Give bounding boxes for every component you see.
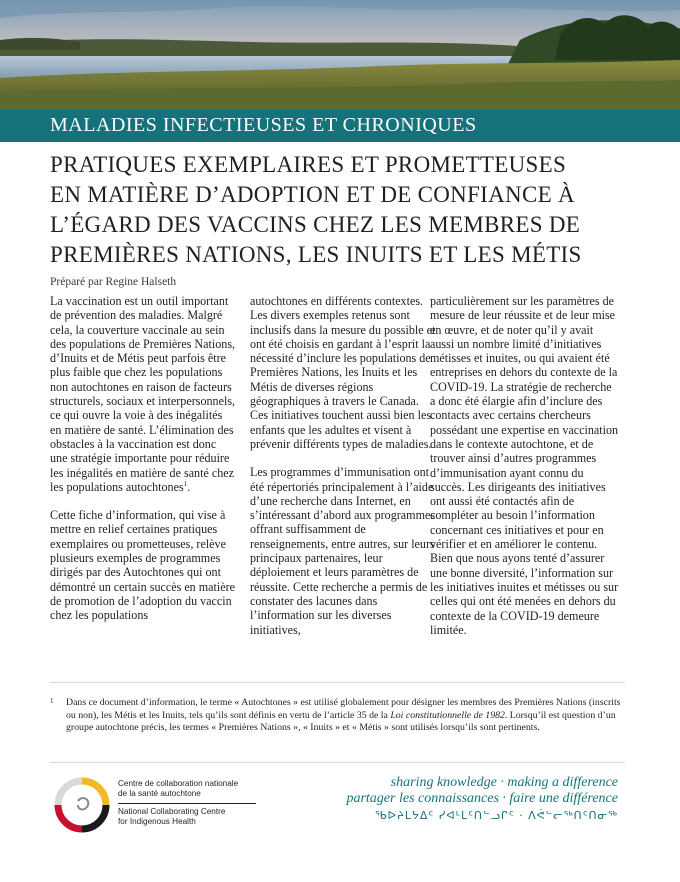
title-line-4: PREMIÈRES NATIONS, LES INUITS ET LES MÉTIS: [50, 242, 582, 267]
paragraph: Cette fiche d’information, qui vise à mettre en relief certaines pratiques exemplaires ou prometteuses, relève plusieurs exemples de programmes dirigés par des Autochtones qui ont démontré un certain succès en matière de promotion de l’adoption du vaccin chez les populations: [50, 508, 236, 623]
org-name-en-line: for Indigenous Health: [118, 817, 196, 826]
text-column-2: [250, 294, 436, 651]
paragraph-text: La vaccination est un outil important de prévention des maladies. Malgré cela, la couverture vaccinale au sein des populations de Premières Nations, d’Inuits et de Métis peut parfois être plus faible que chez les populations non autochtones en raison de facteurs structurels, sociaux et interpersonnels, ce qui ouvre la voie à des inégalités en matière de santé. L’élimination des obstacles à la vaccination est donc une stratégie importante pour réduire les inégalités en matière de santé chez les populations autochtones: [50, 294, 236, 494]
footnote-mark: 1: [50, 697, 54, 705]
text-column-1: [50, 294, 236, 637]
banner-text: MALADIES INFECTIEUSES ET CHRONIQUES: [50, 114, 477, 136]
taglines: [346, 775, 618, 824]
footnote-text: [66, 697, 625, 735]
paragraph: Les programmes d’immunisation ont été répertoriés principalement à l’aide d’une recherche dans Internet, en s’intéressant d’abord aux programmes offrant suffisamment de renseignements, entre autres, sur leurs principaux partenaires, leur déploiement et leurs paramètres de réussite. Cette recherche a permis de constater des lacunes dans l’information sur les diverses initiatives,: [250, 465, 436, 637]
org-name-fr-line: Centre de collaboration nationale: [118, 779, 239, 788]
footnote-law-title: Loi constitutionnelle de 1982: [390, 709, 505, 721]
footnote-text-part: Dans ce document d’information, le terme « Autochtones » est utilisé globalement pour désigner les membres des Premières Nations (inscrits ou non), les Métis et les Inuits, tels qu’ils sont définis en vertu de l’article 35 de la: [66, 697, 621, 721]
title-line-1: PRATIQUES EXEMPLAIRES ET PROMETTEUSES: [50, 152, 567, 177]
organization-name: [118, 779, 256, 827]
tagline-en: sharing knowledge · making a difference: [390, 775, 618, 790]
paragraph: La vaccination est un outil important de prévention des maladies. Malgré cela, la couverture vaccinale au sein des populations de Premières Nations, d’Inuits et de Métis peut parfois être plus faible que chez les populations non autochtones en raison de facteurs structurels, sociaux et interpersonnels, ce qui ouvre la voie à des inégalités en matière de santé. L’élimination des obstacles à la vaccination est donc une stratégie importante pour réduire les inégalités en matière de santé chez les populations autochtones$^1$.: [50, 294, 236, 494]
tagline-iu: ᖃᐅᔨᒪᔭᐃᑦ ᓯᐊᒻᒪᑦᑎᓪᓗᒋᑦ · ᐱᕚᓪᓕᖅᑎᑦᑎᓂᖅ: [374, 809, 618, 822]
org-name-en: [118, 807, 256, 827]
page-title: [50, 150, 650, 270]
footnote: [50, 697, 625, 735]
title-line-2: EN MATIÈRE D’ADOPTION ET DE CONFIANCE À: [50, 182, 575, 207]
tagline-fr: partager les connaissances · faire une différence: [346, 791, 618, 806]
paragraph: particulièrement sur les paramètres de mesure de leur réussite et de leur mise en œuvre, et de noter qu’il y avait aussi un nombre limité d’initiatives métisses et inuites, ou qui avaient été entreprises en dehors du contexte de la COVID-19. La stratégie de recherche a donc été élargie afin d’inclure des contacts avec certains chercheurs possédant une expertise en vaccination dans le contexte autochtone, et de trouver ainsi d’autres programmes d’immunisation ayant connu du succès. Les dirigeants des initiatives ont aussi été contactés afin de compléter au besoin l’information concernant ces initiatives et pour en vérifier et en améliorer le contenu. Bien que nous ayons tenté d’assurer une bonne diversité, l’information sur les initiatives inuites et métisses ou sur celles qui ont été menées en dehors du contexte de la COVID-19 demeure limitée.: [430, 294, 619, 637]
org-name-en-line: National Collaborating Centre: [118, 807, 226, 816]
footnote-reference: 1: [183, 479, 188, 488]
divider: [50, 762, 625, 763]
org-name-fr: [118, 779, 256, 804]
hero-landscape-image: [0, 0, 680, 110]
divider: [50, 682, 625, 683]
footnote-text-part: . Lorsqu’il est question d’un groupe autochtone précis, les termes « Premières Nations », « Inuits » et « Métis » sont utilisés lorsqu’ils sont pertinents.: [66, 709, 616, 733]
title-line-3: L’ÉGARD DES VACCINS CHEZ LES MEMBRES DE: [50, 212, 581, 237]
author-byline: Préparé par Regine Halseth: [50, 276, 177, 288]
org-name-fr-line: de la santé autochtone: [118, 789, 201, 798]
section-banner: [0, 110, 680, 142]
paragraph: autochtones en différents contextes. Les divers exemples retenus sont inclusifs dans la mesure du possible et ont été choisis en gardant à l’esprit la nécessité d’inclure les populations de Premières Nations, les Inuits et les Métis de diverses régions géographiques à travers le Canada. Ces initiatives touchent aussi bien les enfants que les adultes et visent à prévenir différents types de maladies.: [250, 294, 436, 451]
nccih-logo-icon: [52, 775, 112, 835]
text-column-3: [430, 294, 620, 651]
